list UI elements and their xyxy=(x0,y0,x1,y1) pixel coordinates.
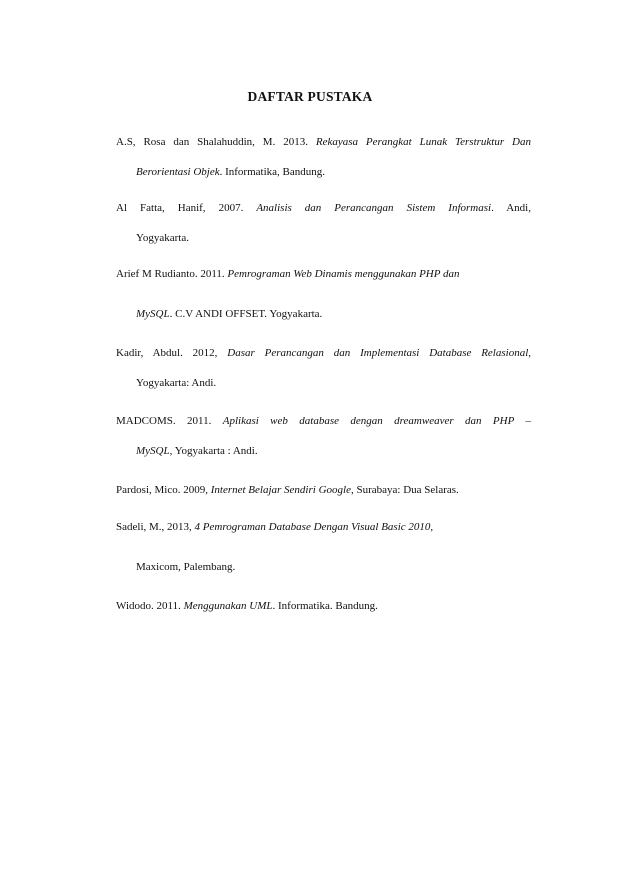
reference-line xyxy=(116,522,433,533)
reference-title: Rekayasa Perangkat Lunak Terstruktur Dan xyxy=(315,136,531,148)
reference-text: Pardosi, Mico. 2009, xyxy=(116,484,211,496)
reference-text: . C.V ANDI OFFSET. Yogyakarta. xyxy=(169,308,323,320)
reference-line xyxy=(136,562,235,573)
reference-line xyxy=(136,167,325,178)
reference-title: MySQL xyxy=(136,308,170,320)
reference-line xyxy=(116,485,459,496)
reference-line xyxy=(116,348,531,359)
reference-text: . Informatika, Bandung. xyxy=(219,166,326,178)
reference-title: Dasar Perancangan dan Implementasi Database Relasional xyxy=(227,347,529,359)
reference-title: Berorientasi Objek xyxy=(136,166,220,178)
reference-text: , xyxy=(430,521,434,533)
reference-text: Maxicom, Palembang. xyxy=(136,561,236,573)
reference-title: Menggunakan UML xyxy=(183,600,273,612)
reference-text: , xyxy=(528,347,531,359)
reference-title: Aplikasi web database dengan dreamweaver dan PHP – xyxy=(222,415,531,427)
page-title: DAFTAR PUSTAKA xyxy=(247,89,373,104)
reference-text: Widodo. 2011. xyxy=(116,600,184,612)
reference-title: MySQL xyxy=(136,445,170,457)
reference-line xyxy=(136,378,216,389)
reference-text: , Surabaya: Dua Selaras. xyxy=(350,484,459,496)
reference-title: Analisis dan Perancangan Sistem Informasi xyxy=(256,202,492,214)
reference-line xyxy=(116,137,531,148)
reference-title: Internet Belajar Sendiri Google xyxy=(210,484,351,496)
reference-title: Pemrograman Web Dinamis menggunakan PHP dan xyxy=(227,268,460,280)
reference-text: . Informatika. Bandung. xyxy=(272,600,378,612)
reference-title: 4 Pemrograman Database Dengan Visual Basic 2010 xyxy=(194,521,431,533)
reference-text: Al Fatta, Hanif, 2007. xyxy=(116,202,257,214)
reference-text: . Andi, xyxy=(491,202,531,214)
reference-line xyxy=(136,309,322,320)
reference-text: Yogyakarta: Andi. xyxy=(136,377,217,389)
reference-text: Kadir, Abdul. 2012, xyxy=(116,347,228,359)
reference-text: MADCOMS. 2011. xyxy=(116,415,223,427)
reference-line xyxy=(136,233,189,244)
reference-line xyxy=(116,269,460,280)
reference-text: Sadeli, M., 2013, xyxy=(116,521,195,533)
reference-line xyxy=(116,601,378,612)
reference-text: , Yogyakarta : Andi. xyxy=(169,445,258,457)
reference-line xyxy=(116,203,531,214)
reference-line xyxy=(116,416,531,427)
reference-text: A.S, Rosa dan Shalahuddin, M. 2013. xyxy=(116,136,316,148)
reference-line xyxy=(136,446,258,457)
reference-text: Arief M Rudianto. 2011. xyxy=(116,268,228,280)
reference-text: Yogyakarta. xyxy=(136,232,189,244)
